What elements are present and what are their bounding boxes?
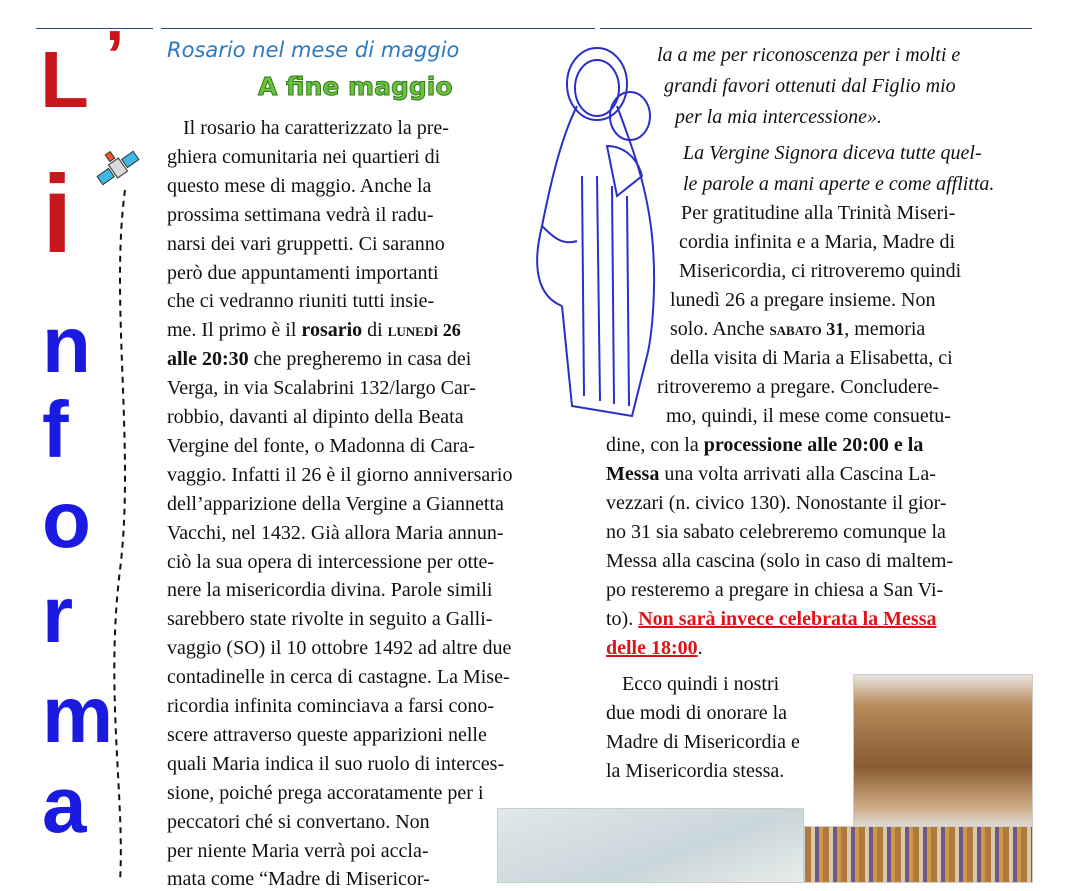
text-line: [183, 116, 449, 140]
text-line: [167, 810, 430, 834]
text-line: [167, 145, 440, 169]
text-segment: la Misericordia stessa.: [606, 760, 785, 782]
text-line: [606, 433, 923, 457]
text-line: [670, 346, 953, 370]
text-segment: lunedì 26 a pregare insieme. Non: [670, 289, 936, 311]
text-segment: peccatori ché si convertano. Non: [167, 810, 430, 833]
text-segment: ghiera comunitaria nei quartieri di: [167, 145, 441, 168]
text-line: [167, 203, 434, 227]
article-title: A fine maggio: [258, 72, 453, 101]
text-segment: due modi di onorare la: [606, 702, 788, 724]
text-line: [167, 550, 494, 574]
text-line: [167, 665, 510, 689]
text-line: [606, 549, 953, 573]
top-rule: [161, 28, 595, 29]
text-segment: po resteremo a pregare in chiesa a San Vi-: [606, 579, 944, 601]
text-segment: ritroveremo a pregare. Concludere-: [657, 376, 940, 398]
masthead-letter: f: [42, 385, 69, 474]
text-segment: una volta arrivati alla Cascina La-: [659, 463, 936, 485]
text-line: [622, 672, 779, 696]
text-segment: to).: [606, 608, 639, 630]
text-segment: sabato 31: [769, 319, 845, 339]
text-line: [657, 43, 960, 67]
text-line: [167, 752, 504, 776]
text-segment: di: [362, 319, 388, 342]
text-segment: grandi favori ottenuti dal Figlio mio: [664, 75, 956, 97]
text-line: [657, 375, 939, 399]
text-segment: Misericordia, ci ritroveremo quindi: [679, 260, 962, 282]
text-segment: che pregheremo in casa dei: [248, 348, 472, 371]
masthead-letter: a: [42, 760, 87, 849]
text-line: [606, 462, 936, 486]
text-line: [606, 701, 787, 725]
text-segment: solo. Anche: [670, 318, 770, 340]
text-segment: vaggio. Infatti il 26 è il giorno anniversario: [167, 463, 513, 486]
text-line: [675, 105, 882, 129]
text-segment: vaggio (SO) il 10 ottobre 1492 ad altre due: [167, 637, 512, 660]
text-segment: quali Maria indica il suo ruolo di interces-: [167, 752, 505, 775]
text-line: [683, 141, 982, 165]
text-segment: nere la misericordia divina. Parole simili: [167, 579, 493, 602]
text-segment: processione alle 20:00 e la: [703, 434, 924, 456]
text-segment: Messa alla cascina (solo in caso di maltem-: [606, 550, 954, 572]
text-segment: Per gratitudine alla Trinità Miseri-: [681, 202, 956, 224]
text-segment: lunedì 26: [387, 320, 461, 341]
text-line: [664, 74, 956, 98]
text-line: [666, 404, 951, 428]
masthead-letter: i: [42, 153, 73, 276]
masthead-letter: L: [40, 35, 89, 124]
text-segment: Madre di Misericordia e: [606, 731, 800, 753]
masthead-letter: ’: [105, 16, 125, 94]
text-line: [167, 174, 431, 198]
text-segment: vezzari (n. civico 130). Nonostante il gior-: [606, 492, 947, 514]
text-segment: narsi dei vari gruppetti. Ci saranno: [167, 232, 445, 255]
text-line: [167, 636, 511, 660]
text-line: [606, 520, 946, 544]
text-segment: dine, con la: [606, 434, 704, 456]
text-line: [167, 318, 461, 342]
text-segment: questo mese di maggio. Anche la: [167, 174, 432, 197]
text-line: [606, 607, 936, 631]
satellite-dashed-path: [90, 150, 160, 881]
text-line: [167, 781, 484, 805]
text-line: [167, 405, 464, 429]
masthead-letter: m: [42, 670, 114, 759]
text-segment: no 31 sia sabato celebreremo comunque la: [606, 521, 946, 543]
text-segment: Ecco quindi i nostri: [622, 673, 780, 695]
text-segment: che ci vedranno riuniti tutti insie-: [167, 290, 435, 313]
text-segment: della visita di Maria a Elisabetta, ci: [670, 347, 953, 369]
text-line: [167, 607, 492, 631]
text-segment: , memoria: [844, 318, 926, 340]
text-line: [167, 463, 512, 487]
text-segment: robbio, davanti al dipinto della Beata: [167, 406, 464, 428]
madonna-illustration: [522, 36, 672, 426]
text-segment: Vergine del fonte, o Madonna di Cara-: [167, 434, 475, 457]
text-line: [167, 578, 492, 602]
text-segment: ricordia infinita cominciava a farsi cono-: [167, 695, 495, 717]
text-segment: La Vergine Signora diceva tutte quel-: [683, 142, 982, 164]
text-line: [606, 730, 800, 754]
text-segment: per la mia intercessione».: [675, 106, 883, 128]
text-segment: sione, poiché prega accoratamente per i: [167, 781, 484, 804]
text-line: [167, 261, 439, 285]
text-segment: cordia infinita e a Maria, Madre di: [679, 231, 955, 253]
masthead-letter: r: [42, 570, 74, 659]
text-line: [606, 759, 784, 783]
photo-bookshelf: [804, 826, 1033, 883]
text-line: [167, 839, 429, 863]
text-line: [167, 434, 475, 458]
text-line: [606, 578, 943, 602]
text-segment: ciò la sua opera di intercessione per otte-: [167, 550, 495, 573]
text-line: [167, 723, 487, 747]
text-line: [167, 289, 434, 313]
text-line: [167, 492, 504, 516]
text-segment: la a me per riconoscenza per i molti e: [657, 44, 961, 66]
text-segment: Vacchi, nel 1432. Già allora Maria annun-: [167, 521, 504, 544]
text-segment: le parole a mani aperte e come afflitta.: [683, 173, 995, 195]
text-segment: Messa: [606, 463, 660, 485]
text-line: [679, 230, 955, 254]
text-line: [670, 288, 935, 312]
top-rule: [600, 28, 1032, 29]
text-line: [167, 232, 445, 256]
masthead-letter: n: [42, 300, 91, 389]
text-line: [167, 694, 494, 718]
text-line: [167, 521, 504, 545]
text-segment: scere attraverso queste apparizioni nelle: [167, 723, 487, 746]
text-line: [167, 376, 476, 400]
text-segment: sarebbero state rivolte in seguito a Galli-: [167, 608, 493, 631]
text-line: [670, 317, 925, 341]
text-segment: per niente Maria verrà poi accla-: [167, 839, 429, 862]
article-kicker: Rosario nel mese di maggio: [167, 38, 460, 62]
text-line: [167, 867, 430, 891]
text-line: [681, 201, 955, 225]
text-segment: mata come “Madre di Misericor-: [167, 868, 430, 891]
notice-link: Non sarà invece celebrata la Messa: [638, 608, 937, 630]
notice-link: delle 18:00: [606, 637, 698, 659]
text-segment: alle 20:30: [167, 348, 249, 371]
text-line: [606, 636, 703, 660]
text-segment: Il rosario ha caratterizzato la pre-: [183, 117, 449, 139]
text-line: [679, 259, 961, 283]
text-segment: mo, quindi, il mese come consuetu-: [666, 405, 951, 427]
satellite-icon: [90, 150, 141, 187]
text-segment: contadinelle in cerca di castagne. La Mise-: [167, 666, 510, 689]
photo-cabinet: [853, 674, 1033, 828]
text-segment: rosario: [301, 319, 363, 342]
photo-ceiling: [497, 808, 804, 883]
text-line: [167, 347, 471, 371]
top-rule: [36, 28, 153, 29]
text-line: [683, 172, 994, 196]
text-segment: Verga, in via Scalabrini 132/largo Car-: [167, 377, 476, 400]
text-segment: me. Il primo è il: [167, 319, 302, 342]
masthead-letter: o: [42, 475, 91, 564]
text-segment: però due appuntamenti importanti: [167, 261, 439, 284]
text-segment: dell’apparizione della Vergine a Giannetta: [167, 492, 504, 515]
text-segment: .: [697, 637, 703, 659]
text-segment: prossima settimana vedrà il radu-: [167, 203, 434, 226]
text-line: [606, 491, 947, 515]
